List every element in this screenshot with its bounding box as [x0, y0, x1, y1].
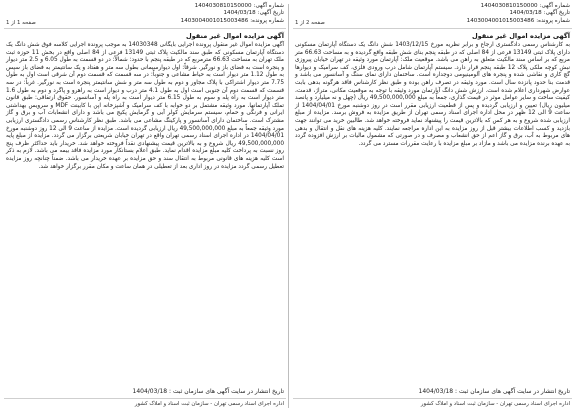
page-number: صفحه 1 از 1	[6, 20, 36, 26]
divider	[4, 28, 286, 29]
notice-date-row: تاریخ آگهی:1404/03/18	[509, 10, 570, 17]
footer: اداره اجرای اسناد رسمی تهران - سازمان ثبت اسناد و املاک کشور	[420, 401, 570, 407]
notice-column-right	[293, 0, 572, 412]
notice-date-row: تاریخ آگهی:1404/03/18	[223, 10, 284, 17]
file-number-row: شماره پرونده:1403004001015003486	[180, 17, 284, 24]
publish-date: تاریخ انتشار در سایت آگهی های سازمان ثبت : 1404/03/18	[418, 388, 570, 395]
page-number: صفحه 2 از 1	[295, 20, 325, 26]
notice-meta	[467, 3, 570, 25]
notice-body: آگهی مزایده اموال غیر منقول پرونده اجرایی بایگانی 14030348 به موجب پرونده اجرایی کلاسه فوق شش دانگ یک دستگاه آپارتمان مسکونی که طبق سند مالکیت پلاک ثبتی 13149 فرعی از 84 اصلی واقع در بخش 11 حوزه ثبت ملک تهران به مساحت 66.63 مترمربع که در طبقه پنجم با حدود: شمالاً: در دو قسمت به طول 6.05 و 2.5 متر دیوار و پنجره است به فضای باز و نورگیر. شرقاً: اول دیوارسیمانی بطول سه متر و هفتاد و یک سانتیمتر به فضای باز سپس به طول 1.12 متر دیوار است به حیاط مشاعی و جنوباً: در سه قسمت که قسمت دوم آن شرقی است اول به طول 7.75 متر دیوار اشتراکی با پلاک مجاور و دوم به طول سه متر و شش سانتیمتر پنجره است به نورگیر. غرباً: در سه قسمت که قسمت دوم آن جنوبی است اول به طول 4.1 متر درب و دیوار است به راهرو و پاگرد و دوم به طول 1.6 متر دیوار است به راه پله و سوم به طول 6.15 متر دیوار است به راه پله و آسانسور. حقوق ارتفاقی: طبق قانون تملک آپارتمانها. مورد وثیقه مشتمل بر دو خوابه با کف سرامیک و آشپزخانه اپن با کابینت MDF و سرویس بهداشتی ایرانی و فرنگی و حمام، سیستم سرمایش کولر آبی و گرمایش پکیج می باشد و دارای انشعابات آب و برق و گاز مشترک است. ساختمان دارای آسانسور و پارکینگ مشاعی می باشد. طبق نظر کارشناس رسمی دادگستری ارزیابی مورد وثیقه جمعاً به مبلغ 49,500,000,000 ریال ارزیابی گردیده است. مزایده از ساعت 9 الی 12 روز دوشنبه مورخ 1404/04/01 در اداره اجرای اسناد رسمی تهران واقع در تهران خیابان شریعتی برگزار می گردد. مزایده از مبلغ پایه 49,500,000,000 ریال شروع و به بالاترین قیمت پیشنهادی نقداً فروخته خواهد شد. خریدار باید حداکثر ظرف پنج روز نسبت به پرداخت کلیه مبلغ مزایده اقدام نماید. طبق اعلام بستانکار مورد مزایده فاقد بیمه می باشد. لازم به ذکر است کلیه هزینه های قانونی مربوط به انتقال سند و حق مزایده بر عهده خریدار می باشد. ضمناً چنانچه روز مزایده تعطیل رسمی گردد مزایده در روز اداری بعد از تعطیلی در همان ساعت و مکان مقرر برگزار خواهد شد.	[6, 42, 285, 170]
footer: اداره اجرای اسناد رسمی تهران - سازمان ثبت اسناد و املاک کشور	[134, 401, 284, 407]
notice-body: به کارشناس رسمی دادگستری ارجاع و برابر نظریه مورخ 1403/12/15 شش دانگ یک دستگاه آپارتمان مسکونی دارای پلاک ثبتی 13149 فرعی از 84 اصلی که در طبقه پنجم بنای شش طبقه واقع گردیده و به مساحت 66.63 متر مربع که بر اساس سند مالکیت متعلق به راهن می باشد. موقعیت ملک: آپارتمان مورد وثیقه در تهران خیابان پیروزی نبش کوچه ملکی پلاک 12 طبقه پنجم قرار دارد. سیستم آپارتمان شامل درب ورودی فلزی، کف سرامیک و دیوارها گچ کاری و نقاشی شده و پنجره های آلومینیومی دوجداره است. ساختمان دارای نمای سنگ و آسانسور می باشد و قدمت بنا حدود پانزده سال است. مورد وثیقه در تصرف راهن بوده و طبق نظر کارشناس فاقد هرگونه بدهی بابت عوارض شهرداری اعلام شده است. ارزش شش دانگ آپارتمان مورد وثیقه با توجه به موقعیت مکانی، متراژ، قدمت، کیفیت ساخت و سایر عوامل موثر در قیمت گذاری، جمعاً به مبلغ 49,500,000,000 ریال (چهل و نه میلیارد و پانصد میلیون ریال) تعیین و ارزیابی گردیده و پس از قطعیت ارزیابی مقرر است در روز دوشنبه مورخ 1404/04/01 از ساعت 9 الی 12 ظهر در محل اداره اجرای اسناد رسمی تهران از طریق مزایده به فروش برسد. مزایده از مبلغ ارزیابی شده شروع و به هر کس که بالاترین قیمت را پیشنهاد نماید فروخته خواهد شد. طالبین خرید می توانند جهت بازدید و کسب اطلاعات بیشتر قبل از روز مزایده به این اداره مراجعه نمایند. کلیه هزینه های نقل و انتقال و بدهی های مربوط به آب، برق و گاز اعم از حق انشعاب و مصرف و در صورتی که مشمول مالیات بر ارزش افزوده گردد به عهده برنده مزایده می باشد و مازاد بر مبلغ مزایده با رعایت مقررات مسترد می گردد.	[295, 42, 571, 147]
publish-date: تاریخ انتشار در سایت آگهی های سازمان ثبت : 1404/03/18	[132, 388, 284, 395]
notice-number-row: شماره آگهی:1404030810150000	[480, 3, 570, 9]
divider	[293, 398, 572, 399]
divider	[4, 398, 286, 399]
divider	[293, 28, 572, 29]
notice-meta	[181, 3, 284, 25]
file-number-row: شماره پرونده:1403004001015003486	[466, 17, 570, 24]
column-divider	[288, 4, 289, 408]
notice-title: آگهی مزایده اموال غیر منقول	[185, 32, 284, 40]
notice-column-left	[4, 0, 286, 412]
notice-title: آگهی مزایده اموال غیر منقول	[471, 32, 570, 40]
notice-number-row: شماره آگهی:1404030810150000	[194, 3, 284, 9]
